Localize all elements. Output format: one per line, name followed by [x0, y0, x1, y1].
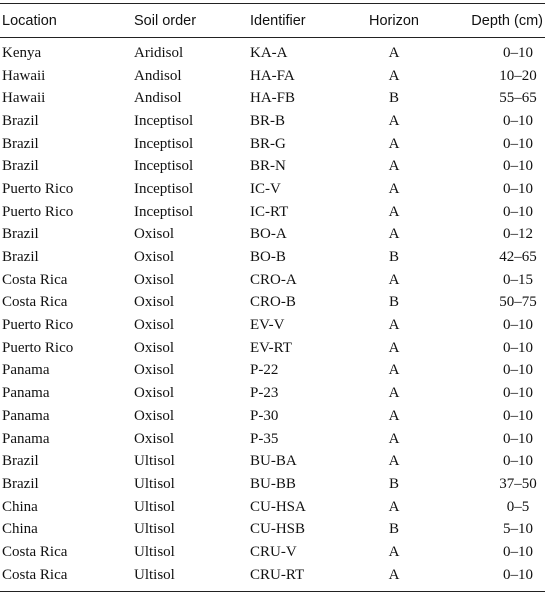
cell-soil-order: Ultisol: [134, 498, 175, 515]
depth-value: 0–10: [503, 543, 533, 560]
table-header: [0, 4, 545, 37]
table-row: [0, 38, 545, 65]
depth-value: 50–75: [499, 294, 537, 311]
column-header-location: Location: [2, 12, 57, 29]
cell-location: Panama: [2, 362, 50, 379]
cell-identifier: BR-G: [250, 135, 286, 152]
cell-location: Panama: [2, 430, 50, 447]
depth-value: 0–10: [503, 407, 533, 424]
cell-location: Brazil: [2, 226, 39, 243]
cell-soil-order: Oxisol: [134, 249, 175, 266]
cell-depth: [434, 564, 545, 587]
cell-identifier: CRU-RT: [250, 566, 305, 583]
cell-depth: [434, 496, 545, 519]
cell-location: Panama: [2, 385, 50, 402]
cell-horizon: B: [388, 249, 399, 266]
cell-horizon: A: [388, 317, 400, 334]
table-row: [0, 178, 545, 201]
cell-location: Costa Rica: [2, 566, 68, 583]
cell-location: Brazil: [2, 158, 39, 175]
cell-horizon: A: [388, 498, 400, 515]
table-row: [0, 360, 545, 383]
cell-depth: [434, 337, 545, 360]
table-row: [0, 496, 545, 519]
cell-depth: [434, 360, 545, 383]
cell-soil-order: Ultisol: [134, 566, 175, 583]
cell-location: Puerto Rico: [2, 203, 74, 220]
table-row: [0, 337, 545, 360]
table-row: [0, 541, 545, 564]
cell-soil-order: Ultisol: [134, 543, 175, 560]
cell-location: Costa Rica: [2, 271, 68, 288]
depth-value: 0–10: [503, 158, 533, 175]
cell-identifier: BO-A: [250, 226, 287, 243]
cell-depth: [434, 201, 545, 224]
depth-value: 0–10: [503, 180, 533, 197]
cell-identifier: IC-V: [250, 180, 281, 197]
depth-value: 0–5: [506, 498, 530, 515]
cell-location: China: [2, 521, 38, 538]
cell-identifier: P-30: [250, 407, 279, 424]
table-row: [0, 224, 545, 247]
cell-identifier: CRO-A: [250, 271, 297, 288]
column-header-horizon: Horizon: [369, 12, 419, 29]
table-row: [0, 201, 545, 224]
cell-depth: [434, 314, 545, 337]
cell-horizon: B: [388, 521, 399, 538]
cell-horizon: A: [388, 543, 400, 560]
table-row: [0, 518, 545, 541]
cell-soil-order: Oxisol: [134, 339, 175, 356]
cell-depth: [434, 269, 545, 292]
depth-value: 10–20: [499, 67, 537, 84]
cell-horizon: A: [388, 180, 400, 197]
cell-soil-order: Aridisol: [134, 44, 184, 61]
cell-soil-order: Oxisol: [134, 385, 175, 402]
cell-location: Hawaii: [2, 67, 46, 84]
cell-horizon: A: [388, 407, 400, 424]
cell-location: Puerto Rico: [2, 339, 74, 356]
cell-identifier: CU-HSB: [250, 521, 306, 538]
cell-identifier: EV-RT: [250, 339, 292, 356]
cell-soil-order: Oxisol: [134, 226, 175, 243]
table-row: [0, 246, 545, 269]
cell-depth: [434, 518, 545, 541]
cell-soil-order: Andisol: [134, 90, 182, 107]
cell-identifier: BU-BB: [250, 475, 296, 492]
cell-soil-order: Inceptisol: [134, 158, 194, 175]
cell-horizon: A: [388, 112, 400, 129]
cell-horizon: A: [388, 158, 400, 175]
cell-horizon: A: [388, 67, 400, 84]
bottom-rule: [0, 591, 545, 592]
cell-horizon: A: [388, 453, 400, 470]
column-header-depth: Depth (cm): [471, 12, 543, 29]
depth-value: 42–65: [499, 249, 537, 266]
table-row: [0, 314, 545, 337]
cell-soil-order: Oxisol: [134, 271, 175, 288]
table-row: [0, 382, 545, 405]
depth-value: 0–10: [503, 453, 533, 470]
cell-soil-order: Oxisol: [134, 317, 175, 334]
cell-horizon: A: [388, 226, 400, 243]
cell-depth: [434, 38, 545, 65]
cell-horizon: A: [388, 135, 400, 152]
cell-depth: [434, 405, 545, 428]
cell-location: Kenya: [2, 44, 42, 61]
column-header-identifier: Identifier: [250, 12, 306, 29]
cell-identifier: CRU-V: [250, 543, 297, 560]
cell-depth: [434, 224, 545, 247]
table-row: [0, 473, 545, 496]
table-row: [0, 292, 545, 315]
cell-depth: [434, 110, 545, 133]
depth-value: 0–10: [503, 362, 533, 379]
cell-soil-order: Andisol: [134, 67, 182, 84]
cell-location: Costa Rica: [2, 294, 68, 311]
depth-value: 55–65: [499, 90, 537, 107]
cell-location: Brazil: [2, 249, 39, 266]
cell-horizon: A: [388, 271, 400, 288]
cell-horizon: A: [388, 385, 400, 402]
table-row: [0, 65, 545, 88]
cell-location: China: [2, 498, 38, 515]
cell-soil-order: Inceptisol: [134, 180, 194, 197]
cell-identifier: CU-HSA: [250, 498, 306, 515]
cell-soil-order: Oxisol: [134, 407, 175, 424]
cell-soil-order: Ultisol: [134, 453, 175, 470]
soil-sample-table: [0, 3, 547, 592]
cell-depth: [434, 178, 545, 201]
cell-depth: [434, 246, 545, 269]
cell-soil-order: Oxisol: [134, 362, 175, 379]
depth-value: 0–12: [503, 226, 533, 243]
depth-value: 0–10: [503, 430, 533, 447]
depth-value: 0–10: [503, 385, 533, 402]
cell-location: Brazil: [2, 112, 39, 129]
column-header-soil-order: Soil order: [134, 12, 197, 29]
cell-location: Puerto Rico: [2, 317, 74, 334]
cell-depth: [434, 133, 545, 156]
cell-horizon: A: [388, 203, 400, 220]
cell-identifier: KA-A: [250, 44, 288, 61]
cell-soil-order: Ultisol: [134, 475, 175, 492]
cell-depth: [434, 87, 545, 110]
cell-identifier: BU-BA: [250, 453, 297, 470]
cell-horizon: A: [388, 339, 400, 356]
cell-identifier: HA-FB: [250, 90, 296, 107]
cell-horizon: A: [388, 44, 400, 61]
depth-value: 0–10: [503, 203, 533, 220]
table-row: [0, 269, 545, 292]
table-row: [0, 405, 545, 428]
cell-location: Costa Rica: [2, 543, 68, 560]
depth-value: 5–10: [503, 521, 533, 538]
cell-soil-order: Inceptisol: [134, 203, 194, 220]
cell-identifier: P-35: [250, 430, 279, 447]
cell-identifier: BR-B: [250, 112, 286, 129]
cell-location: Puerto Rico: [2, 180, 74, 197]
depth-value: 0–10: [503, 317, 533, 334]
depth-value: 0–10: [503, 112, 533, 129]
table-row: [0, 133, 545, 156]
cell-depth: [434, 450, 545, 473]
cell-location: Brazil: [2, 475, 39, 492]
cell-horizon: B: [388, 475, 399, 492]
cell-horizon: B: [388, 90, 399, 107]
soil-table-body: [0, 38, 545, 587]
table-row: [0, 428, 545, 451]
depth-value: 0–10: [503, 339, 533, 356]
depth-value: 0–10: [503, 566, 533, 583]
cell-identifier: HA-FA: [250, 67, 295, 84]
cell-horizon: A: [388, 362, 400, 379]
cell-identifier: IC-RT: [250, 203, 289, 220]
cell-identifier: P-22: [250, 362, 279, 379]
header-row: [0, 4, 545, 37]
cell-horizon: B: [388, 294, 399, 311]
cell-location: Brazil: [2, 135, 39, 152]
cell-soil-order: Inceptisol: [134, 112, 194, 129]
cell-location: Panama: [2, 407, 50, 424]
cell-soil-order: Oxisol: [134, 430, 175, 447]
cell-depth: [434, 473, 545, 496]
cell-soil-order: Ultisol: [134, 521, 175, 538]
depth-value: 0–15: [503, 271, 533, 288]
table-row: [0, 155, 545, 178]
soil-table: [0, 4, 545, 37]
cell-identifier: EV-V: [250, 317, 285, 334]
cell-depth: [434, 541, 545, 564]
cell-depth: [434, 382, 545, 405]
cell-soil-order: Oxisol: [134, 294, 175, 311]
depth-value: 0–10: [503, 135, 533, 152]
cell-horizon: A: [388, 566, 400, 583]
table-row: [0, 110, 545, 133]
depth-value: 0–10: [503, 44, 533, 61]
cell-identifier: P-23: [250, 385, 279, 402]
cell-soil-order: Inceptisol: [134, 135, 194, 152]
cell-depth: [434, 292, 545, 315]
cell-horizon: A: [388, 430, 400, 447]
table-row: [0, 564, 545, 587]
cell-identifier: BR-N: [250, 158, 286, 175]
cell-identifier: CRO-B: [250, 294, 296, 311]
depth-value: 37–50: [499, 475, 537, 492]
cell-location: Hawaii: [2, 90, 46, 107]
cell-depth: [434, 65, 545, 88]
table-row: [0, 87, 545, 110]
cell-depth: [434, 428, 545, 451]
cell-location: Brazil: [2, 453, 39, 470]
table-row: [0, 450, 545, 473]
cell-depth: [434, 155, 545, 178]
cell-identifier: BO-B: [250, 249, 286, 266]
table-body: [0, 38, 545, 587]
